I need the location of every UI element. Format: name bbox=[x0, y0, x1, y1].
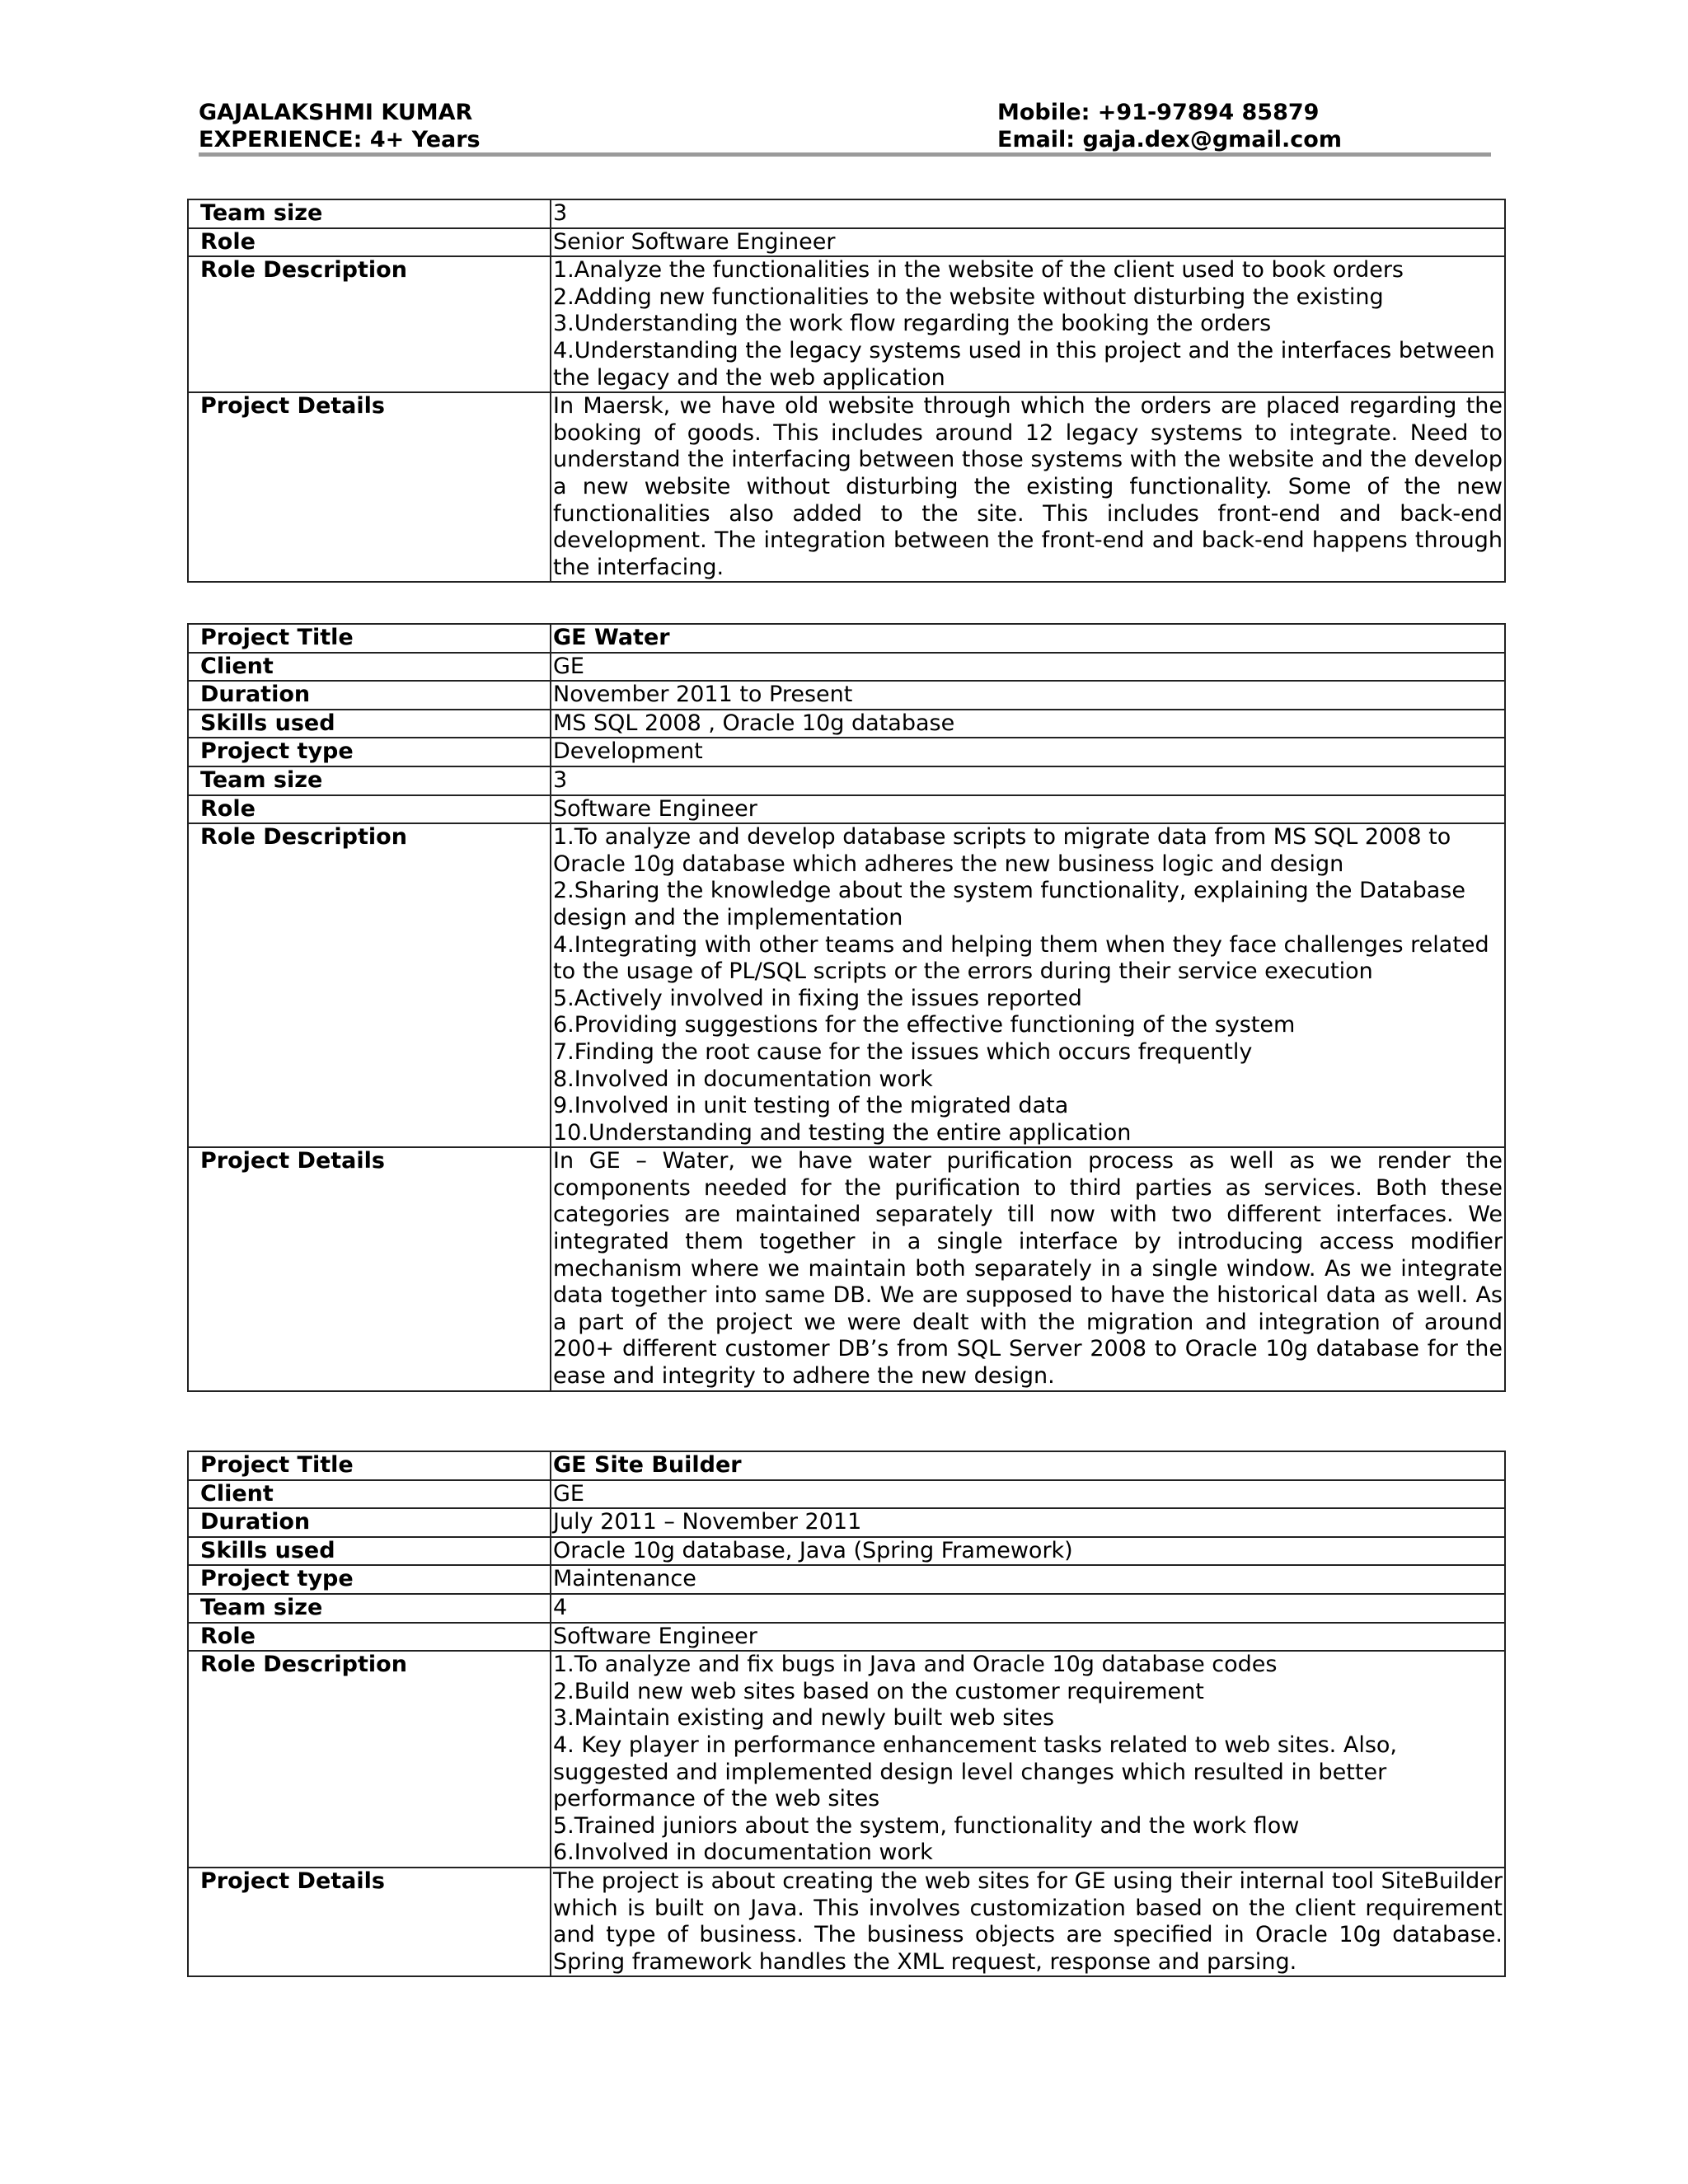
table-row bbox=[188, 1868, 1505, 1976]
email: Email: gaja.dex@gmail.com bbox=[997, 127, 1342, 152]
table-row bbox=[188, 1451, 1505, 1480]
role-description-label: Role Description bbox=[188, 823, 551, 1147]
role-description-item: 2.Adding new functionalities to the website without disturbing the existing bbox=[553, 284, 1384, 310]
table-row bbox=[188, 392, 1505, 582]
role-value: Software Engineer bbox=[551, 1623, 1505, 1652]
team-size-value: 3 bbox=[551, 766, 1505, 795]
project-table-maersk bbox=[187, 199, 1506, 583]
role-description-item: 9.Involved in unit testing of the migrated data bbox=[553, 1093, 1069, 1119]
resume-header bbox=[199, 99, 1491, 157]
project-details: In GE – Water, we have water purification process as well as we render the components needed for the purification to third parties as services. Both these categories are maintained separately till now with two different interfaces. We integrated them together in a single interface by introducing access modifier mechanism where we maintain both separately in a single window. As we integrate data together into same DB. We are supposed to have the historical data as well. As a part of the project we were dealt with the migration and integration of around 200+ different customer DB’s from SQL Server 2008 to Oracle 10g database for the ease and integrity to adhere the new design. bbox=[551, 1147, 1505, 1390]
role-description-item: 1.Analyze the functionalities in the website of the client used to book orders bbox=[553, 257, 1404, 284]
duration-label: Duration bbox=[188, 681, 551, 710]
role-description-label: Role Description bbox=[188, 256, 551, 392]
role-description bbox=[551, 1651, 1505, 1868]
role-label: Role bbox=[188, 795, 551, 824]
header-right bbox=[997, 99, 1342, 153]
table-row bbox=[188, 823, 1505, 1147]
role-description-item: 8.Involved in documentation work bbox=[553, 1066, 933, 1092]
skills-value: MS SQL 2008 , Oracle 10g database bbox=[551, 710, 1505, 738]
role-description-label: Role Description bbox=[188, 1651, 551, 1868]
table-row bbox=[188, 653, 1505, 682]
table-row bbox=[188, 1508, 1505, 1537]
role-label: Role bbox=[188, 1623, 551, 1652]
role-description-item: 5.Actively involved in fixing the issues reported bbox=[553, 985, 1082, 1011]
role-value: Software Engineer bbox=[551, 795, 1505, 824]
team-size-label: Team size bbox=[188, 766, 551, 795]
table-row bbox=[188, 228, 1505, 257]
table-row bbox=[188, 710, 1505, 738]
duration-label: Duration bbox=[188, 1508, 551, 1537]
role-description-item: 10.Understanding and testing the entire application bbox=[553, 1119, 1132, 1146]
project-details-label: Project Details bbox=[188, 392, 551, 582]
role-description-item: 1.To analyze and develop database scripts to migrate data from MS SQL 2008 to Oracle 10g database which adheres the new business logic and design bbox=[553, 824, 1451, 877]
role-description bbox=[551, 256, 1505, 392]
table-row bbox=[188, 1480, 1505, 1509]
table-row bbox=[188, 1623, 1505, 1652]
role-description-item: 2.Sharing the knowledge about the system functionality, explaining the Database design and the implementation bbox=[553, 878, 1465, 930]
team-size-label: Team size bbox=[188, 199, 551, 228]
role-description-item: 3.Maintain existing and newly built web sites bbox=[553, 1705, 1055, 1732]
team-size-value: 4 bbox=[551, 1594, 1505, 1623]
role-description-item: 6.Providing suggestions for the effective functioning of the system bbox=[553, 1012, 1296, 1038]
table-row bbox=[188, 766, 1505, 795]
table-row bbox=[188, 199, 1505, 228]
project-title-label: Project Title bbox=[188, 1451, 551, 1480]
table-row bbox=[188, 795, 1505, 824]
role-description-item: 7.Finding the root cause for the issues which occurs frequently bbox=[553, 1038, 1253, 1065]
client-label: Client bbox=[188, 653, 551, 682]
header-left bbox=[199, 99, 481, 153]
project-type-value: Development bbox=[551, 738, 1505, 766]
project-type-value: Maintenance bbox=[551, 1565, 1505, 1594]
candidate-name: GAJALAKSHMI KUMAR bbox=[199, 100, 473, 125]
project-table-ge-water bbox=[187, 623, 1506, 1392]
role-description-item: 4.Understanding the legacy systems used in this project and the interfaces between the legacy and the web application bbox=[553, 337, 1495, 391]
role-description-item: 4.Integrating with other teams and helping them when they face challenges related to the usage of PL/SQL scripts or the errors during their service execution bbox=[553, 931, 1489, 985]
duration-value: July 2011 – November 2011 bbox=[551, 1508, 1505, 1537]
role-description bbox=[551, 823, 1505, 1147]
client-value: GE bbox=[551, 1480, 1505, 1509]
project-details-label: Project Details bbox=[188, 1868, 551, 1976]
skills-value: Oracle 10g database, Java (Spring Framework) bbox=[551, 1537, 1505, 1566]
duration-value: November 2011 to Present bbox=[551, 681, 1505, 710]
project-table-ge-site-builder bbox=[187, 1451, 1506, 1977]
table-row bbox=[188, 1537, 1505, 1566]
role-description-item: 4. Key player in performance enhancement tasks related to web sites. Also, suggested and implemented design level changes which resulted in better performance of the web sites bbox=[553, 1732, 1397, 1812]
table-row bbox=[188, 681, 1505, 710]
role-description-item: 1.To analyze and fix bugs in Java and Oracle 10g database codes bbox=[553, 1652, 1278, 1678]
role-description-item: 2.Build new web sites based on the customer requirement bbox=[553, 1678, 1204, 1704]
skills-label: Skills used bbox=[188, 1537, 551, 1566]
table-row bbox=[188, 1594, 1505, 1623]
role-value: Senior Software Engineer bbox=[551, 228, 1505, 257]
table-row bbox=[188, 256, 1505, 392]
role-description-item: 6.Involved in documentation work bbox=[553, 1840, 933, 1866]
client-value: GE bbox=[551, 653, 1505, 682]
mobile: Mobile: +91-97894 85879 bbox=[997, 100, 1320, 125]
role-label: Role bbox=[188, 228, 551, 257]
table-row bbox=[188, 624, 1505, 653]
experience: EXPERIENCE: 4+ Years bbox=[199, 127, 481, 152]
project-details: The project is about creating the web sites for GE using their internal tool SiteBuilder which is built on Java. This involves customization based on the client requirement and type of business. The business objects are specified in Oracle 10g database. Spring framework handles the XML request, response and parsing. bbox=[551, 1868, 1505, 1976]
project-type-label: Project type bbox=[188, 738, 551, 766]
project-details: In Maersk, we have old website through which the orders are placed regarding the booking of goods. This includes around 12 legacy systems to integrate. Need to understand the interfacing between those systems with the website and the develop a new website without disturbing the existing functionality. Some of the new functionalities also added to the site. This includes front-end and back-end development. The integration between the front-end and back-end happens through the interfacing. bbox=[551, 392, 1505, 582]
client-label: Client bbox=[188, 1480, 551, 1509]
team-size-value: 3 bbox=[551, 199, 1505, 228]
role-description-item: 5.Trained juniors about the system, functionality and the work flow bbox=[553, 1812, 1300, 1839]
project-type-label: Project type bbox=[188, 1565, 551, 1594]
team-size-label: Team size bbox=[188, 1594, 551, 1623]
table-row bbox=[188, 1651, 1505, 1868]
project-details-label: Project Details bbox=[188, 1147, 551, 1390]
project-title-value: GE Site Builder bbox=[551, 1451, 1505, 1480]
table-row bbox=[188, 1565, 1505, 1594]
role-description-item: 3.Understanding the work flow regarding the booking the orders bbox=[553, 311, 1272, 337]
project-title-value: GE Water bbox=[551, 624, 1505, 653]
project-title-label: Project Title bbox=[188, 624, 551, 653]
skills-label: Skills used bbox=[188, 710, 551, 738]
table-row bbox=[188, 1147, 1505, 1390]
table-row bbox=[188, 738, 1505, 766]
